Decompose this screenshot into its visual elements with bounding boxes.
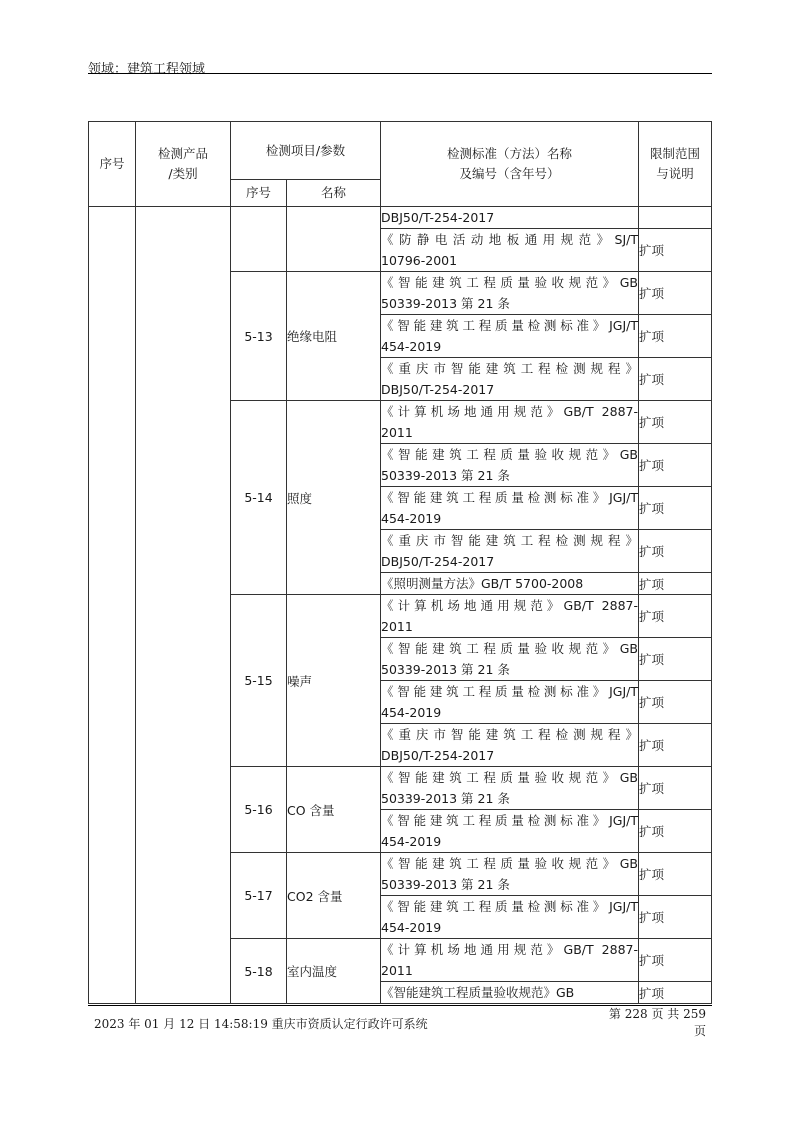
standard-line: 《重庆市智能建筑工程检测规程》 [381, 533, 638, 548]
inspection-table [88, 121, 712, 1004]
standard-cell [381, 724, 639, 767]
standard-cell [381, 767, 639, 810]
item-name: CO 含量 [287, 767, 381, 853]
standard-line: 《智能建筑工程质量检测标准》JGJ/T [381, 490, 638, 505]
standard-line: 《防静电活动地板通用规范》SJ/T [381, 232, 638, 247]
footer-timestamp-system: 2023 年 01 月 12 日 14:58:19 重庆市资质认定行政许可系统 [94, 1017, 428, 1031]
standard-line: 《智能建筑工程质量验收规范》GB [381, 275, 638, 290]
standard-line: 《智能建筑工程质量检测标准》JGJ/T [381, 684, 638, 699]
item-name: 室内温度 [287, 939, 381, 1004]
limit-cell: 扩项 [639, 487, 712, 530]
limit-cell: 扩项 [639, 939, 712, 982]
table-row [89, 207, 712, 229]
standard-line: 50339-2013 第 21 条 [381, 662, 510, 677]
item-number: 5-13 [231, 272, 287, 401]
standard-cell [381, 229, 639, 272]
standard-cell [381, 207, 639, 229]
standard-cell [381, 401, 639, 444]
standard-line: 454-2019 [381, 705, 442, 720]
standard-cell [381, 853, 639, 896]
standard-cell [381, 595, 639, 638]
header-category: 检测产品 /类别 [136, 122, 231, 207]
standard-line: 2011 [381, 963, 413, 978]
item-name: 绝缘电阻 [287, 272, 381, 401]
standard-line: 50339-2013 第 21 条 [381, 791, 510, 806]
limit-cell: 扩项 [639, 229, 712, 272]
limit-cell: 扩项 [639, 358, 712, 401]
standard-line: 454-2019 [381, 339, 442, 354]
limit-cell: 扩项 [639, 896, 712, 939]
item-name: 噪声 [287, 595, 381, 767]
header-item: 检测项目/参数 [231, 122, 381, 180]
standard-cell [381, 444, 639, 487]
standard-line: DBJ50/T-254-2017 [381, 382, 495, 397]
standard-line: DBJ50/T-254-2017 [381, 210, 495, 225]
standard-line: 《智能建筑工程质量验收规范》GB [381, 770, 638, 785]
limit-cell: 扩项 [639, 573, 712, 595]
standard-cell [381, 315, 639, 358]
standard-line: 《照明测量方法》GB/T 5700-2008 [381, 576, 584, 591]
limit-cell: 扩项 [639, 315, 712, 358]
standard-line: 《重庆市智能建筑工程检测规程》 [381, 727, 638, 742]
limit-cell: 扩项 [639, 444, 712, 487]
standard-line: 50339-2013 第 21 条 [381, 296, 510, 311]
item-number: 5-18 [231, 939, 287, 1004]
item-number: 5-15 [231, 595, 287, 767]
standard-line: 454-2019 [381, 511, 442, 526]
standard-cell [381, 358, 639, 401]
limit-cell: 扩项 [639, 401, 712, 444]
standard-cell [381, 530, 639, 573]
limit-cell: 扩项 [639, 810, 712, 853]
header-divider [88, 73, 712, 74]
standard-line: 10796-2001 [381, 253, 458, 268]
standard-line: 《智能建筑工程质量验收规范》GB [381, 447, 638, 462]
standard-line: DBJ50/T-254-2017 [381, 554, 495, 569]
category-cell [136, 207, 231, 1004]
standard-line: 《智能建筑工程质量检测标准》JGJ/T [381, 318, 638, 333]
standard-line: 《智能建筑工程质量验收规范》GB [381, 985, 575, 1000]
standard-line: DBJ50/T-254-2017 [381, 748, 495, 763]
standard-cell [381, 939, 639, 982]
item-name: 照度 [287, 401, 381, 595]
standard-line: 《计算机场地通用规范》GB/T 2887- [381, 404, 638, 419]
limit-cell: 扩项 [639, 982, 712, 1004]
limit-cell: 扩项 [639, 638, 712, 681]
item-number: 5-14 [231, 401, 287, 595]
standard-line: 2011 [381, 619, 413, 634]
limit-cell: 扩项 [639, 595, 712, 638]
limit-cell: 扩项 [639, 767, 712, 810]
standard-cell [381, 638, 639, 681]
page-domain-header: 领域：建筑工程领域 [88, 62, 206, 77]
standard-line: 《智能建筑工程质量验收规范》GB [381, 641, 638, 656]
header-item-name: 名称 [287, 180, 381, 207]
header-item-seq: 序号 [231, 180, 287, 207]
standard-cell [381, 573, 639, 595]
standard-line: 454-2019 [381, 834, 442, 849]
seq-cell [89, 207, 136, 1004]
limit-cell: 扩项 [639, 681, 712, 724]
item-number: 5-16 [231, 767, 287, 853]
standard-cell [381, 810, 639, 853]
header-seq: 序号 [89, 122, 136, 207]
limit-cell: 扩项 [639, 853, 712, 896]
limit-cell: 扩项 [639, 530, 712, 573]
item-number [231, 207, 287, 272]
header-standard: 检测标准（方法）名称 及编号（含年号） [381, 122, 639, 207]
footer-page-info: 第 228 页 共 259 页 [608, 1007, 706, 1038]
standard-line: 《智能建筑工程质量验收规范》GB [381, 856, 638, 871]
standard-line: 50339-2013 第 21 条 [381, 877, 510, 892]
standard-line: 《计算机场地通用规范》GB/T 2887- [381, 942, 638, 957]
standard-cell [381, 487, 639, 530]
limit-cell: 扩项 [639, 724, 712, 767]
limit-cell: 扩项 [639, 272, 712, 315]
standard-cell [381, 982, 639, 1004]
standard-line: 《智能建筑工程质量检测标准》JGJ/T [381, 813, 638, 828]
standard-line: 2011 [381, 425, 413, 440]
header-limit: 限制范围 与说明 [639, 122, 712, 207]
standard-cell [381, 896, 639, 939]
item-name: CO2 含量 [287, 853, 381, 939]
item-number: 5-17 [231, 853, 287, 939]
standard-cell [381, 681, 639, 724]
standard-cell [381, 272, 639, 315]
standard-line: 50339-2013 第 21 条 [381, 468, 510, 483]
standard-line: 《重庆市智能建筑工程检测规程》 [381, 361, 638, 376]
item-name [287, 207, 381, 272]
limit-cell [639, 207, 712, 229]
standard-line: 454-2019 [381, 920, 442, 935]
standard-line: 《智能建筑工程质量检测标准》JGJ/T [381, 899, 638, 914]
standard-line: 《计算机场地通用规范》GB/T 2887- [381, 598, 638, 613]
